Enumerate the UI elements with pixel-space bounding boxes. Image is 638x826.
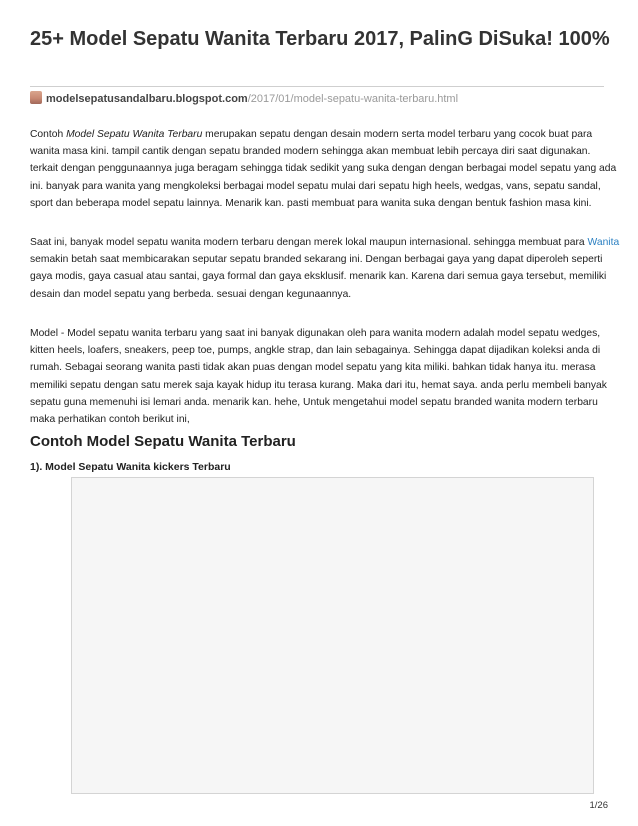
paragraph-intro xyxy=(30,126,620,212)
source-path[interactable]: /2017/01/model-sepatu-wanita-terbaru.html xyxy=(247,93,459,105)
paragraph-intro-prefix: Contoh xyxy=(30,129,67,140)
source-domain[interactable]: modelsepatusandalbaru.blogspot.com xyxy=(46,93,248,105)
favicon-icon xyxy=(30,91,42,104)
page-number: 1/26 xyxy=(589,800,608,811)
page-title: 25+ Model Sepatu Wanita Terbaru 2017, PalinG DiSuka! 100% xyxy=(30,28,610,50)
shoe-image-placeholder xyxy=(71,477,594,794)
paragraph-intro-suffix: merupakan sepatu dengan desain modern serta model terbaru yang cocok buat para wanita masa kini. tampil cantik dengan sepatu branded modern sehingga akan membuat lebih percaya diri saat digunakan. terkait dengan penggunaannya juga beragam sehingga tidak sedikit yang suka dengan dengan berbagai model sepatu yang ada ini. banyak para wanita yang mengkoleksi berbagai model sepatu mulai dari sepatu high heels, wedgas, vans, sepatu sandal, sport dan beberapa model sepatu lainnya. Menarik kan. pasti membuat para wanita suka dengan bentuk fashion masa kini. xyxy=(30,129,617,209)
section-heading: Contoh Model Sepatu Wanita Terbaru xyxy=(30,433,296,450)
paragraph-brands xyxy=(30,234,620,303)
source-url[interactable] xyxy=(30,91,458,107)
subheading: 1). Model Sepatu Wanita kickers Terbaru xyxy=(30,461,231,473)
title-divider xyxy=(30,86,604,87)
paragraph-brands-suffix: semakin betah saat membicarakan seputar sepatu branded sekarang ini. Dengan berbagai gaya yang dapat diperoleh seperti gaya modis, gaya casual atau santai, gaya formal dan gaya eksklusif. menarik kan. Karena dari semua gaya tersebut, memiliki desain dan model sepatu yang berbeda. sesuai dengan kegunaannya. xyxy=(30,254,607,300)
wanita-link[interactable]: Wanita xyxy=(587,237,620,248)
paragraph-intro-emphasis: Model Sepatu Wanita Terbaru xyxy=(66,129,203,140)
paragraph-brands-prefix: Saat ini, banyak model sepatu wanita modern terbaru dengan merek lokal maupun internasional. sehingga membuat para xyxy=(30,237,588,248)
paragraph-models: Model - Model sepatu wanita terbaru yang saat ini banyak digunakan oleh para wanita modern adalah model sepatu wedges, kitten heels, loafers, sneakers, peep toe, pumps, angkle strap, dan lain sebagainya. Sehingga dapat dijadikan koleksi anda di rumah. Sebagai seorang wanita pasti tidak akan puas dengan model sepatu yang kita miliki. bahkan tidak hanya itu. merasa memiliki sepatu dengan satu merek saja kayak hidup itu terasa kurang. Maka dari itu, hemat saya. anda perlu membeli banyak sepatu guna memenuhi isi lemari anda. menarik kan. hehe, Untuk mengetahui model sepatu branded wanita modern terbaru maka perhatikan contoh berikut ini, xyxy=(30,328,607,426)
